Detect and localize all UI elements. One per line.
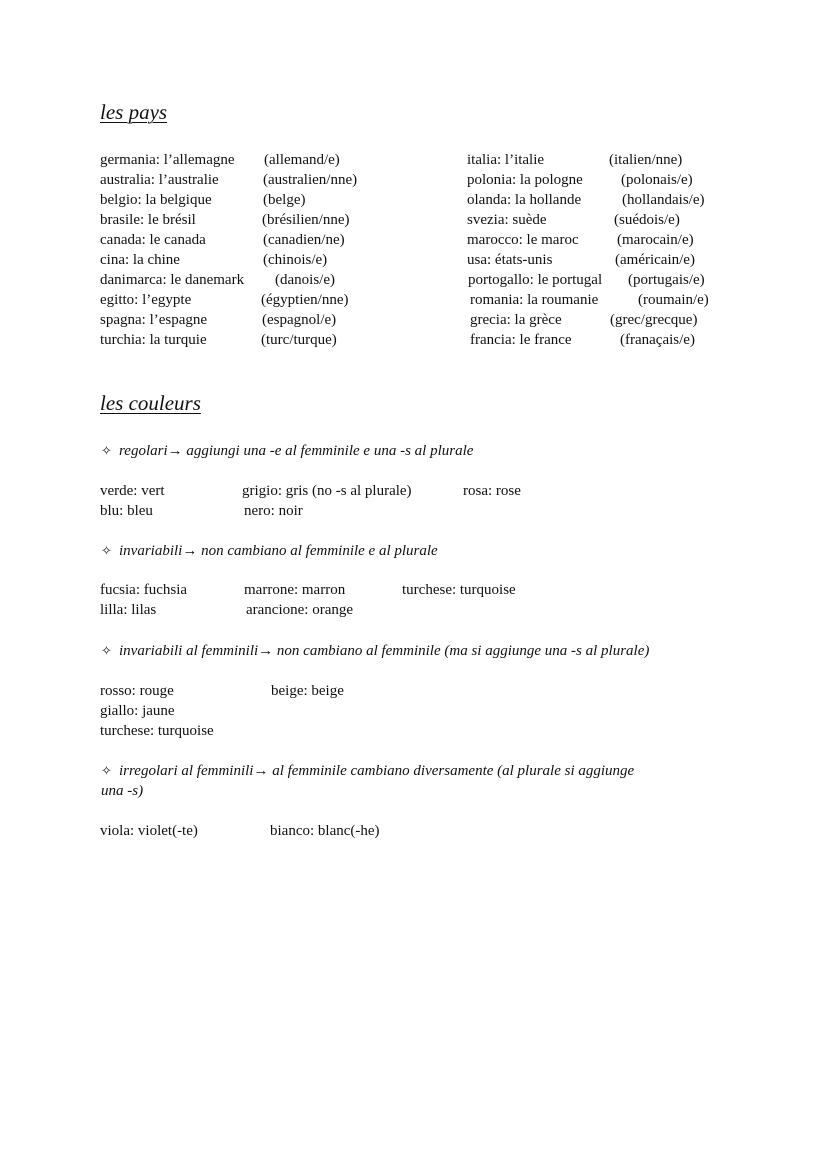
- pays-right-adjective: (portugais/e): [628, 272, 705, 288]
- pays-left-adjective: (espagnol/e): [262, 312, 337, 328]
- pays-right-adjective: (marocain/e): [617, 232, 694, 248]
- pays-left-adjective: (belge): [263, 192, 306, 208]
- pays-right-adjective: (américain/e): [615, 252, 695, 268]
- pays-left-country: canada: le canada: [100, 232, 206, 248]
- invariabili-femminili-rule: [101, 641, 649, 661]
- pays-right-country: francia: le france: [470, 332, 572, 348]
- pays-right-country: polonia: la pologne: [467, 172, 583, 188]
- pays-left-adjective: (brésilien/nne): [262, 212, 350, 228]
- pays-right-adjective: (roumain/e): [638, 292, 709, 308]
- color-item: blu: bleu: [100, 503, 153, 519]
- color-item: bianco: blanc(-he): [270, 823, 380, 839]
- pays-right-country: olanda: la hollande: [467, 192, 582, 208]
- sparkle-bullet-icon: ✧: [101, 443, 112, 458]
- sparkle-bullet-icon: ✧: [101, 763, 112, 778]
- pays-right-adjective: (italien/nne): [609, 152, 683, 168]
- pays-left-country: danimarca: le danemark: [100, 272, 245, 288]
- invariabili-rule-text: invariabili→ non cambiano al femminile e al plurale: [119, 543, 438, 559]
- pays-left-adjective: (égyptien/nne): [261, 292, 349, 308]
- pays-right-country: marocco: le maroc: [467, 232, 579, 248]
- pays-left-country: cina: la chine: [100, 252, 180, 268]
- color-item: turchese: turquoise: [402, 582, 516, 598]
- pays-left-country: turchia: la turquie: [100, 332, 207, 348]
- color-item: marrone: marron: [244, 582, 346, 598]
- pays-left-adjective: (turc/turque): [261, 332, 337, 348]
- pays-left-country: egitto: l’egypte: [100, 292, 192, 308]
- pays-left-adjective: (chinois/e): [263, 252, 328, 268]
- pays-heading: les pays: [100, 100, 168, 124]
- pays-right-country: usa: états-unis: [467, 252, 553, 268]
- pays-left-country: spagna: l’espagne: [100, 312, 208, 328]
- pays-left-country: australia: l’australie: [100, 172, 219, 188]
- pays-left-adjective: (australien/nne): [263, 172, 358, 188]
- regolari-rule-text: regolari→ aggiungi una -e al femminile e una -s al plurale: [119, 443, 474, 459]
- pays-left-country: brasile: le brésil: [100, 212, 196, 228]
- sparkle-bullet-icon: ✧: [101, 543, 112, 558]
- irregolari-rule-text: irregolari al femminili→ al femminile cambiano diversamente (al plurale si aggiunge: [119, 763, 635, 779]
- pays-right-adjective: (suédois/e): [614, 212, 680, 228]
- sparkle-bullet-icon: ✧: [101, 643, 112, 658]
- pays-right-country: romania: la roumanie: [470, 292, 599, 308]
- color-item: nero: noir: [244, 503, 303, 519]
- pays-right-country: portogallo: le portugal: [468, 272, 603, 288]
- pays-right-adjective: (hollandais/e): [622, 192, 705, 208]
- pays-left-country: belgio: la belgique: [100, 192, 212, 208]
- color-item: fucsia: fuchsia: [100, 582, 188, 598]
- regolari-rule: [101, 441, 473, 461]
- color-item: arancione: orange: [246, 602, 354, 618]
- invariabili-rule: [101, 541, 438, 561]
- pays-right-adjective: (franaçais/e): [620, 332, 695, 348]
- pays-left-adjective: (allemand/e): [264, 152, 340, 168]
- color-item: verde: vert: [100, 483, 165, 499]
- invariabili-femminili-rule-text: invariabili al femminili→ non cambiano al femminile (ma si aggiunge una -s al plurale): [119, 643, 650, 659]
- color-item: beige: beige: [271, 683, 344, 699]
- irregolari-rule-continuation: una -s): [101, 783, 144, 799]
- pays-left-country: germania: l’allemagne: [100, 152, 235, 168]
- couleurs-heading: les couleurs: [100, 391, 201, 415]
- pays-left-adjective: (danois/e): [275, 272, 335, 288]
- pays-right-country: grecia: la grèce: [470, 312, 562, 328]
- color-item: lilla: lilas: [100, 602, 157, 618]
- pays-right-country: italia: l’italie: [467, 152, 545, 168]
- color-item: rosa: rose: [463, 483, 521, 499]
- pays-right-adjective: (grec/grecque): [610, 312, 698, 328]
- pays-right-adjective: (polonais/e): [621, 172, 693, 188]
- color-item: grigio: gris (no -s al plurale): [242, 483, 412, 499]
- pays-left-adjective: (canadien/ne): [263, 232, 345, 248]
- pays-right-country: svezia: suède: [467, 212, 547, 228]
- color-item: rosso: rouge: [100, 683, 174, 699]
- color-item: giallo: jaune: [100, 703, 175, 719]
- color-item: viola: violet(-te): [100, 823, 198, 839]
- irregolari-rule: [101, 761, 634, 781]
- color-item: turchese: turquoise: [100, 723, 214, 739]
